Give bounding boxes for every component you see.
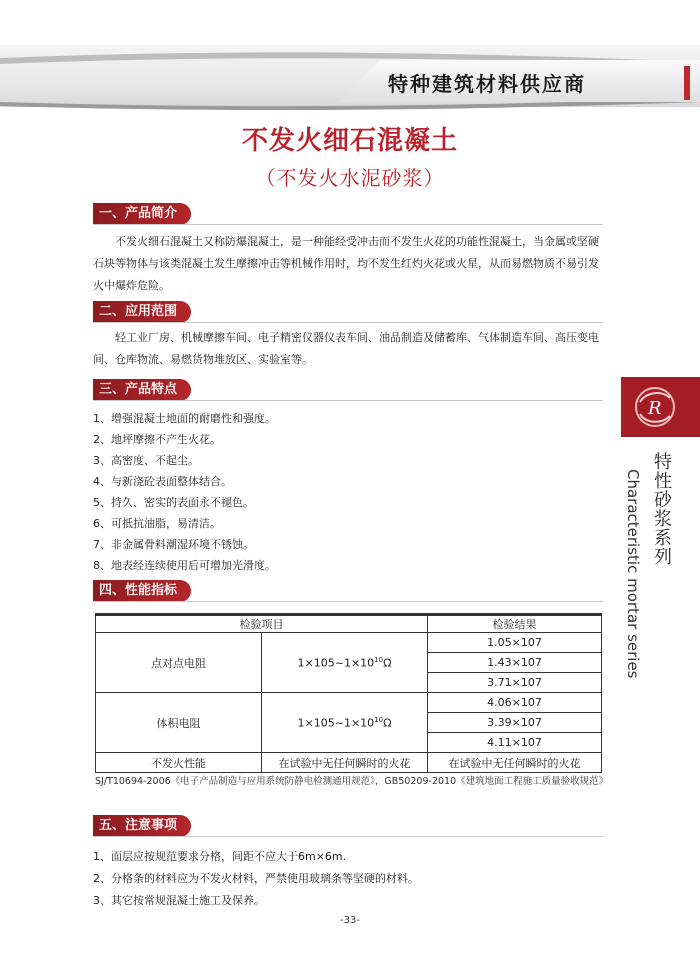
row-range-point: $1\times 105\sim 1\times 10^{10}\Omega$ [262,633,428,693]
header-accent-bar [684,66,690,100]
list-item: 4、与新浇砼表面整体结合。 [93,475,232,488]
spark-result: 在试验中无任何瞬时的火花 [428,753,602,773]
result-cell: 3.39×107 [428,713,602,733]
result-cell: 1.05×107 [428,633,602,653]
list-item: 1、增强混凝土地面的耐磨性和强度。 [93,412,276,425]
result-cell: 3.71×107 [428,673,602,693]
list-item: 3、高密度、不起尘。 [93,454,199,467]
list-item: 6、可抵抗油脂，易清洁。 [93,517,221,530]
section-divider [93,322,603,323]
result-cell: 4.06×107 [428,693,602,713]
result-cell: 1.43×107 [428,653,602,673]
svg-text:R: R [648,398,662,419]
brand-logo-icon [632,384,678,430]
list-item: 7、非金属骨料潮湿环境不锈蚀。 [93,538,254,551]
list-item: 8、地表经连续使用后可增加光滑度。 [93,559,276,572]
row-label-spark: 不发火性能 [96,753,262,773]
list-item: 2、分格条的材料应为不发火材料，严禁使用玻璃条等坚硬的材料。 [93,872,419,885]
row-label-point: 点对点电阻 [96,633,262,693]
table-row [96,633,602,653]
attention-list [93,846,593,912]
section-divider [93,400,603,401]
list-item: 2、地坪摩擦不产生火花。 [93,433,221,446]
section-divider [93,836,603,837]
table-header-row [96,616,602,633]
intro-paragraph: 不发火细石混凝土又称防爆混凝土，是一种能经受冲击而不发生火花的功能性混凝土，当金属或坚硬石块等物体与该类混凝土发生摩擦冲击等机械作用时，均不发生红灼火花或火星，从而易燃物质不易引发火中爆炸危险。 [93,235,599,292]
series-title-en: Characteristic mortar series [624,469,642,679]
header-item: 检验项目 [96,616,428,633]
section-divider [93,601,603,602]
scope-paragraph: 轻工业厂房、机械摩擦车间、电子精密仪器仪表车间、油品制造及储蓄库、气体制造车间、高压变电间、仓库物流、易燃货物堆放区、实验室等。 [93,331,599,366]
section-heading-attention: 五、注意事项 [93,815,191,837]
header-result: 检验结果 [428,616,602,633]
table-row [96,693,602,713]
series-title-cn: 特性砂浆系列 [654,452,672,568]
section-heading-scope: 二、应用范围 [93,301,191,323]
section-heading-intro: 一、产品简介 [93,203,191,225]
list-item: 5、持久、密实的表面永不褪色。 [93,496,254,509]
page-title: 不发火细石混凝土 [241,126,458,156]
section-heading-performance: 四、性能指标 [93,580,191,602]
row-range-volume: $1\times 105\sim 1\times 10^{10}\Omega$ [262,693,428,753]
page-subtitle: （不发火水泥砂浆） [255,166,445,190]
performance-table [95,615,602,773]
features-list [93,408,593,576]
page-number: -33- [340,915,360,926]
company-tagline: 特种建筑材料供应商 [388,72,586,96]
result-cell: 4.11×107 [428,733,602,753]
list-item: 3、其它按常规混凝土施工及保养。 [93,894,265,907]
section-divider [93,224,603,225]
spark-requirement: 在试验中无任何瞬时的火花 [262,753,428,773]
section-heading-features: 三、产品特点 [93,379,191,401]
row-label-volume: 体积电阻 [96,693,262,753]
table-row [96,753,602,773]
standards-note: SJ/T10694-2006《电子产品制造与应用系统防静电检测通用规范》，GB50209-2010《建筑地面工程施工质量验收规范》 [95,776,609,787]
list-item: 1、面层应按规范要求分格，间距不应大于6m×6m. [93,850,347,863]
